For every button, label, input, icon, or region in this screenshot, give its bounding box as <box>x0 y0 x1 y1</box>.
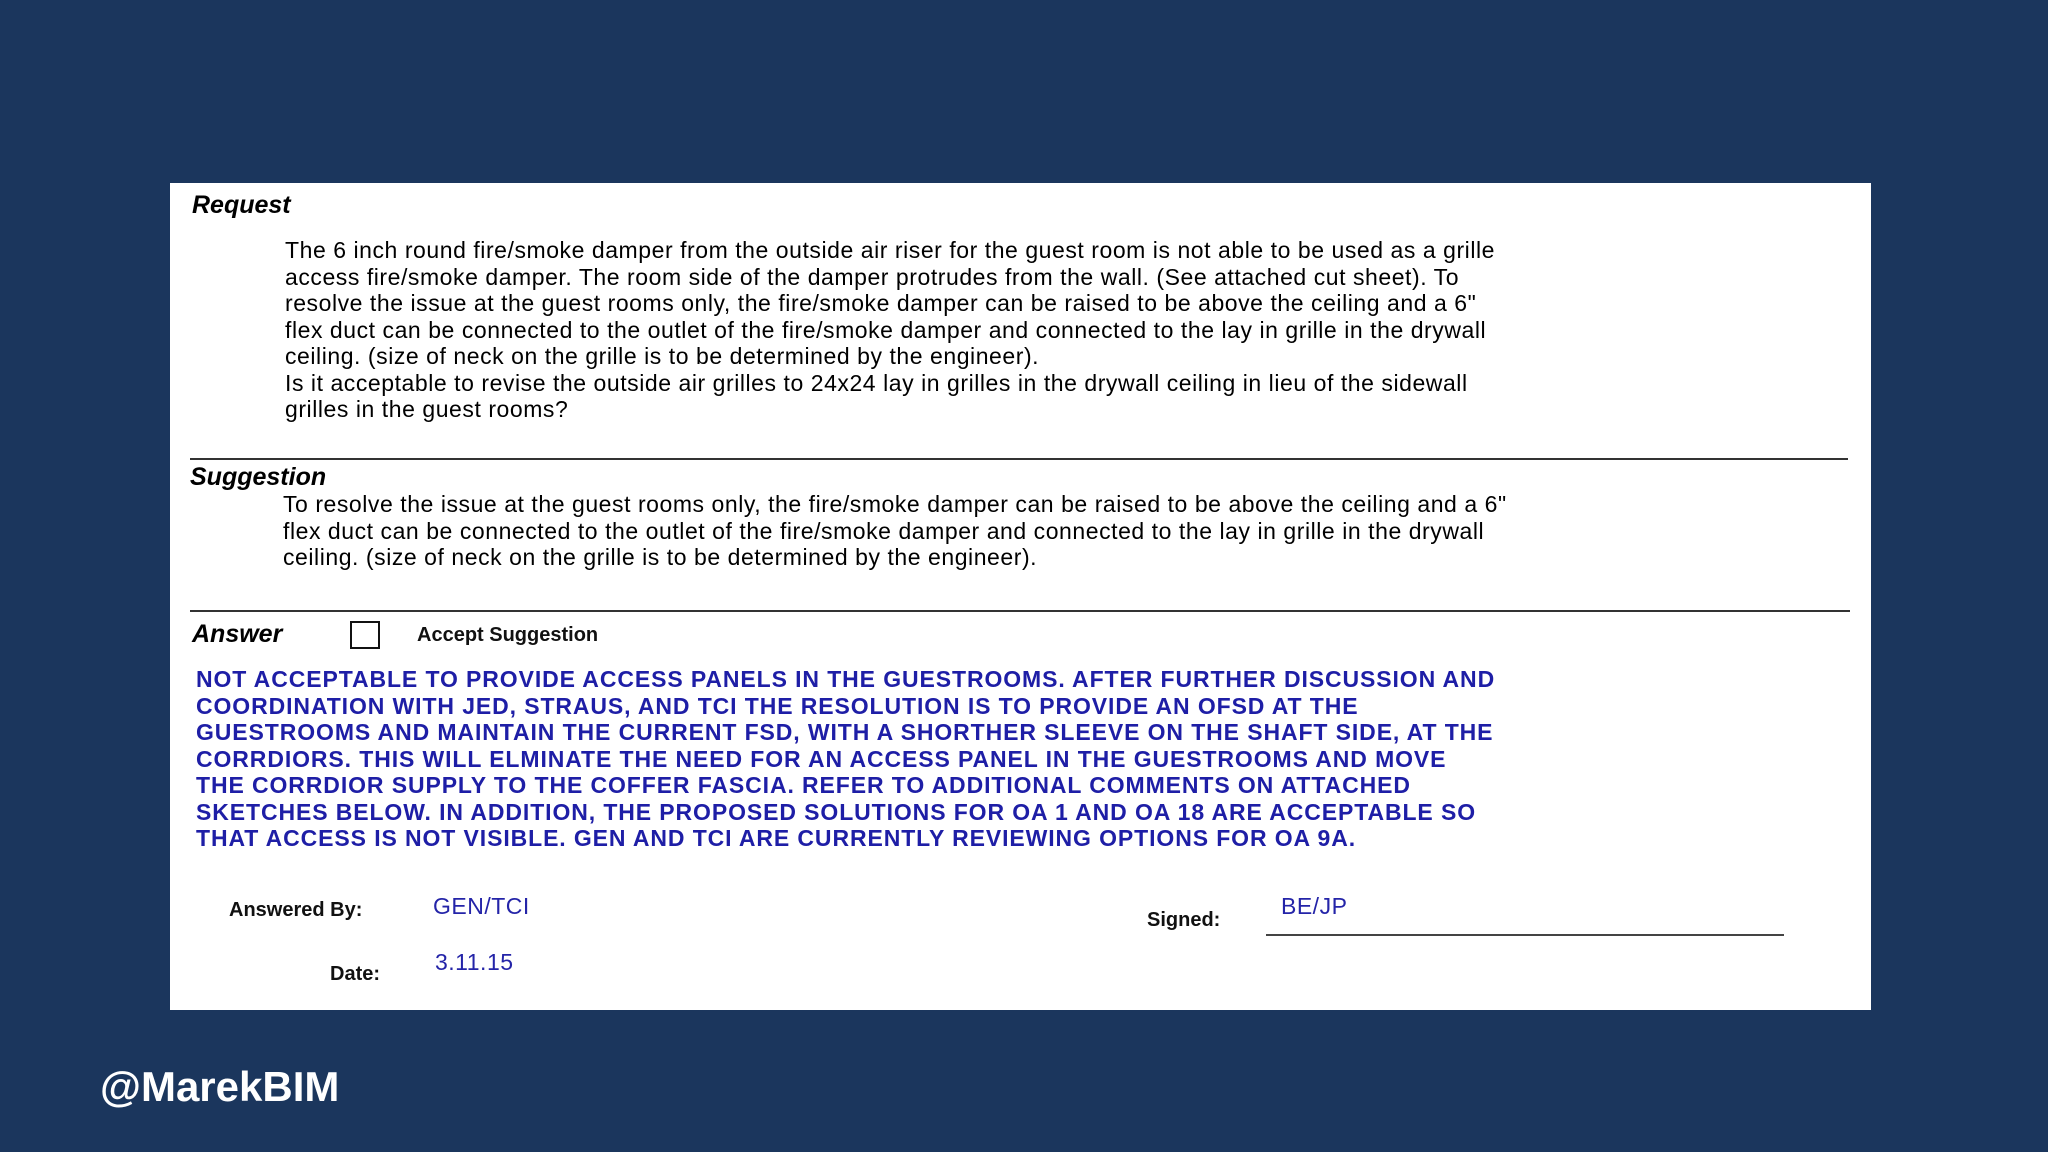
suggestion-line: flex duct can be connected to the outlet of the fire/smoke damper and connected to the lay in grille in the drywall <box>283 517 1485 544</box>
answer-line: THE CORRDIOR SUPPLY TO THE COFFER FASCIA. REFER TO ADDITIONAL COMMENTS ON ATTACHED <box>196 772 1411 798</box>
suggestion-line: ceiling. (size of neck on the grille is to be determined by the engineer). <box>283 544 1038 570</box>
signed-value: BE/JP <box>1281 893 1348 919</box>
request-heading: Request <box>192 191 291 219</box>
request-line: The 6 inch round fire/smoke damper from the outside air riser for the guest room is not able to be used as a grille <box>285 237 1495 263</box>
answer-text <box>196 666 1495 852</box>
request-text <box>285 237 1495 423</box>
request-line: Is it acceptable to revise the outside air grilles to 24x24 lay in grilles in the drywall ceiling in lieu of the sidewall <box>285 369 1468 396</box>
answer-line: NOT ACCEPTABLE TO PROVIDE ACCESS PANELS IN THE GUESTROOMS. AFTER FURTHER DISCUSSION AND <box>196 666 1496 692</box>
request-line: ceiling. (size of neck on the grille is to be determined by the engineer). <box>285 343 1040 369</box>
accept-suggestion-checkbox[interactable] <box>350 621 380 649</box>
accept-suggestion-label: Accept Suggestion <box>417 624 599 646</box>
author-handle: @MarekBIM <box>100 1063 340 1110</box>
suggestion-divider <box>190 610 1850 612</box>
answered-by-label: Answered By: <box>229 899 363 921</box>
answer-line: SKETCHES BELOW. IN ADDITION, THE PROPOSED SOLUTIONS FOR OA 1 AND OA 18 ARE ACCEPTABLE SO <box>196 798 1476 825</box>
suggestion-text <box>283 491 1507 571</box>
date-label: Date: <box>330 963 381 985</box>
suggestion-heading: Suggestion <box>190 463 327 491</box>
answer-line: THAT ACCESS IS NOT VISIBLE. GEN AND TCI ARE CURRENTLY REVIEWING OPTIONS FOR OA 9A. <box>196 825 1356 851</box>
request-line: flex duct can be connected to the outlet of the fire/smoke damper and connected to the lay in grille in the drywall <box>285 316 1487 343</box>
answer-line: CORRDIORS. THIS WILL ELMINATE THE NEED FOR AN ACCESS PANEL IN THE GUESTROOMS AND MOVE <box>196 745 1447 772</box>
answered-by-value: GEN/TCI <box>433 893 530 919</box>
date-value: 3.11.15 <box>435 949 514 975</box>
request-line: grilles in the guest rooms? <box>285 396 569 422</box>
answer-line: COORDINATION WITH JED, STRAUS, AND TCI THE RESOLUTION IS TO PROVIDE AN OFSD AT THE <box>196 692 1359 719</box>
request-line: access fire/smoke damper. The room side of the damper protrudes from the wall. (See attached cut sheet). To <box>285 263 1460 290</box>
request-divider <box>190 458 1848 460</box>
rfi-form <box>170 183 1871 1010</box>
signed-label: Signed: <box>1147 909 1221 931</box>
answer-line: GUESTROOMS AND MAINTAIN THE CURRENT FSD, WITH A SHORTHER SLEEVE ON THE SHAFT SIDE, AT THE <box>196 719 1494 745</box>
signature-line <box>1266 934 1784 936</box>
request-line: resolve the issue at the guest rooms only, the fire/smoke damper can be raised to be above the ceiling and a 6" <box>285 290 1477 316</box>
suggestion-line: To resolve the issue at the guest rooms only, the fire/smoke damper can be raised to be above the ceiling and a 6" <box>283 491 1507 517</box>
answer-heading: Answer <box>192 620 283 648</box>
